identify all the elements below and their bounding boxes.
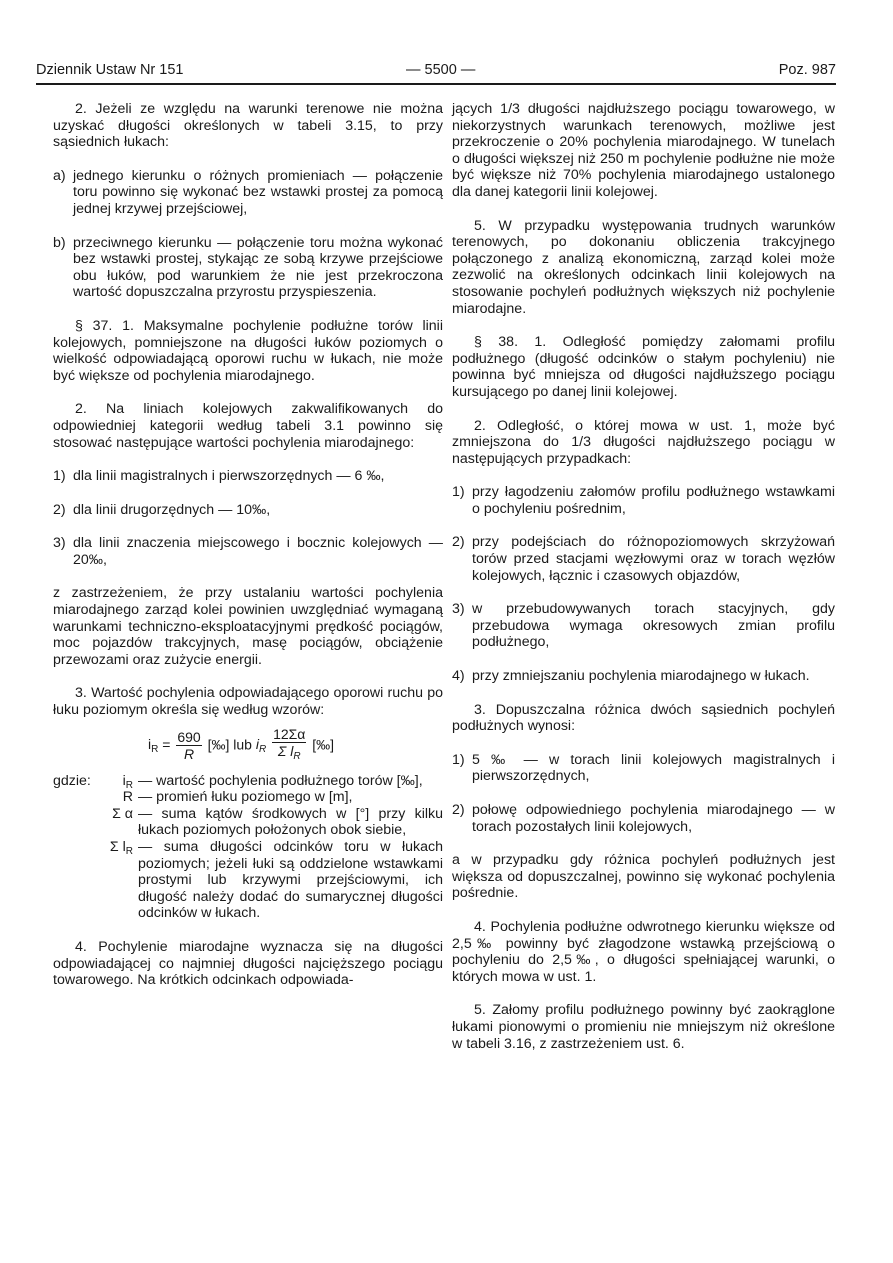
page-number: — 5500 — [406, 62, 476, 78]
definition-symbol: $i_R$ [122, 772, 133, 791]
paragraph-s37-4: 4. Pochylenie miarodajne wyznacza się na długości odpowiadającej co najmniej długości najcięższego pociągu towarowego. Na krótkich odcinkach odpowiada- [53, 938, 443, 989]
list-marker: 4) [452, 668, 465, 685]
list-item-text: przeciwnego kierunku — połączenie toru można wykonać bez wstawki prostej, stykając ze sobą krzywe przejściowe obu łuków, pod warunkiem że nie jest przekroczona wartość dopuszczalna przyrostu przyspieszenia. [73, 234, 443, 301]
paragraph-s37-5: 5. W przypadku występowania trudnych warunków terenowych, po dokonaniu obliczenia trakcyjnego połączonego z analizą ekonomiczną, zarząd kolei może zezwolić na określonych odcinkach linii kolejowych na stosowanie pochyleń podłużnych większych niż pochylenie miarodajne. [452, 217, 835, 317]
formula-unit: [‰] [207, 736, 230, 753]
definition-symbol: Σ $l_R$ [109, 839, 133, 857]
list-item-text: w przebudowywanych torach stacyjnych, gdy przebudowa wymaga okresowych zmian profilu podłużnego, [472, 601, 835, 651]
list-marker: 1) [452, 751, 465, 768]
list-marker: 2) [53, 501, 66, 518]
definition-text: — promień łuku poziomego w [m], [138, 789, 353, 806]
list-item-text: przy podejściach do różnopoziomowych skrzyżowań torów przed stacjami węzłowymi oraz w torach węzłów kolejowych, łącznic i czasowych objazdów, [472, 534, 835, 584]
paragraph-s37-2-tail: z zastrzeżeniem, że przy ustalaniu wartości pochylenia miarodajnego zarząd kolei powinien uwzględniać wymaganą warunkami techniczno-eksploatacyjnymi prędkość pociągów, moc pojazdów trakcyjnych, masę pociągów, obciążenie przewozami oraz zużycie energii. [53, 585, 443, 668]
list-item-text: połowę odpowiedniego pochylenia miarodajnego — w torach pozostałych linii kolejowych, [472, 802, 835, 835]
list-item-text: 5 ‰ — w torach linii kolejowych magistralnych i pierwszorzędnych, [472, 751, 835, 785]
header-rule [36, 83, 836, 85]
formula-fraction-1: $\frac{690}{R}$ [177, 728, 201, 762]
list-marker: b) [53, 234, 66, 251]
right-column [452, 101, 835, 1052]
paragraph-s37-3: 3. Wartość pochylenia odpowiadającego oporowi ruchu po łuku poziomym określa się według wzorów: [53, 685, 443, 719]
formula-fraction-2: $\frac{12\Sigma\alpha}{\Sigma l_R}$ [273, 725, 306, 762]
paragraph-s37-2: 2. Na liniach kolejowych zakwalifikowanych do odpowiedniej kategorii według tabeli 3.1 powinno się stosować następujące wartości pochylenia miarodajnego: [53, 401, 443, 451]
paragraph-s38-3: 3. Dopuszczalna różnica dwóch sąsiednich pochyleń podłużnych wynosi: [452, 701, 835, 735]
list-item-1 [452, 484, 835, 517]
definitions-list [53, 773, 443, 922]
list-item-2 [452, 534, 835, 584]
definition-item [53, 839, 443, 922]
list-marker: 1) [53, 468, 66, 485]
paragraph-s37-4-continued: jących 1/3 długości najdłuższego pociągu towarowego, w niekorzystnych warunkach terenowych, możliwe jest przekroczenie o 20% pochylenia miarodajnego. W tunelach o długości większej niż 250 m pochylenie podłużne nie może być większe niż 70% pochylenia miarodajnego ustalonego dla danej kategorii linii kolejowej. [452, 101, 835, 200]
list-item-text: dla linii znaczenia miejscowego i bocznic kolejowych — 20‰, [73, 535, 443, 568]
formula [53, 725, 443, 769]
paragraph-s38-5: 5. Załomy profilu podłużnego powinny być zaokrąglone łukami pionowymi o promieniu nie mniejszym niż określone w tabeli 3.16, z zastrzeżeniem ust. 6. [452, 1002, 835, 1052]
formula-unit: [‰] [312, 736, 335, 753]
paragraph-s38-1: § 38. 1. Odległość pomiędzy załomami profilu podłużnego (długość odcinków o stałym pochyleniu) nie powinna być mniejsza od długości najdłuższego pociągu kursującego po danej linii kolejowej. [452, 334, 835, 400]
list-item-text: przy zmniejszaniu pochylenia miarodajnego w łukach. [472, 668, 810, 685]
page-header [36, 62, 836, 82]
left-column [53, 101, 443, 989]
list-item-a [53, 168, 443, 218]
list-marker: a) [53, 167, 66, 184]
paragraph-s36-2: 2. Jeżeli ze względu na warunki terenowe nie można uzyskać długości określonych w tabeli 3.15, to przy sąsiednich łukach: [53, 101, 443, 151]
list-item-text: dla linii drugorzędnych — 10‰, [73, 501, 271, 518]
list-marker: 1) [452, 484, 465, 501]
formula-equals: = [162, 736, 171, 753]
list-item-1 [452, 752, 835, 785]
position-number: Poz. 987 [778, 62, 836, 78]
journal-title: Dziennik Ustaw Nr 151 [36, 62, 184, 78]
list-item-2 [53, 502, 443, 519]
paragraph-s38-4: 4. Pochylenia podłużne odwrotnego kierunku większe od 2,5‰ powinny być złagodzone wstawką przejściową o pochyleniu do 2,5‰, o długości spełniającej warunki, o których mowa w ust. 1. [452, 918, 835, 985]
definition-symbol: Σ α [112, 805, 133, 822]
list-item-text: jednego kierunku o różnych promieniach — połączenie toru powinno się wykonać bez wstawki prostej za pomocą jednej krzywej przejściowej, [73, 167, 443, 217]
definition-item [53, 789, 443, 806]
definition-item [53, 773, 443, 790]
list-item-3 [452, 601, 835, 651]
definition-text: — suma kątów środkowych w [°] przy kilku łukach poziomych położonych obok siebie, [138, 805, 443, 839]
list-marker: 2) [452, 534, 465, 551]
formula-connector: lub [233, 736, 252, 753]
list-item-4 [452, 668, 835, 685]
list-item-1 [53, 468, 443, 485]
definition-symbol: R [122, 789, 133, 806]
paragraph-s37-1: § 37. 1. Maksymalne pochylenie podłużne torów linii kolejowych, pomniejszone na długości łuków poziomych o wielkość odpowiadającą oporowi ruchu w łukach, nie może być większe od pochylenia miarodajnego. [53, 317, 443, 384]
definition-item [53, 806, 443, 839]
paragraph-s38-3-tail: a w przypadku gdy różnica pochyleń podłużnych jest większa od dopuszczalnej, powinno się wykonać pochylenia pośrednie. [452, 852, 835, 902]
formula-lhs: $i_R$ [148, 736, 159, 756]
definition-text: — suma długości odcinków toru w łukach poziomych; jeżeli łuki są oddzielone wstawkami prostymi lub krzywymi przejściowymi, ich długość należy dodać do sumarycznej długości odcinków w łukach. [138, 839, 443, 922]
definition-text: — wartość pochylenia podłużnego torów [‰], [138, 772, 423, 789]
definitions-lead: gdzie: [53, 772, 91, 789]
list-item-2 [452, 802, 835, 835]
list-marker: 3) [53, 535, 66, 552]
list-item-text: dla linii magistralnych i pierwszorzędnych — 6 ‰, [73, 468, 385, 485]
list-item-text: przy łagodzeniu załomów profilu podłużnego wstawkami o pochyleniu pośrednim, [472, 484, 835, 517]
list-item-b [53, 235, 443, 301]
paragraph-s38-2: 2. Odległość, o której mowa w ust. 1, może być zmniejszona do 1/3 długości najdłuższego pociągu w następujących przypadkach: [452, 417, 835, 467]
list-marker: 3) [452, 601, 465, 618]
list-marker: 2) [452, 802, 465, 818]
formula-var: $i_R$ [255, 736, 267, 756]
list-item-3 [53, 535, 443, 568]
